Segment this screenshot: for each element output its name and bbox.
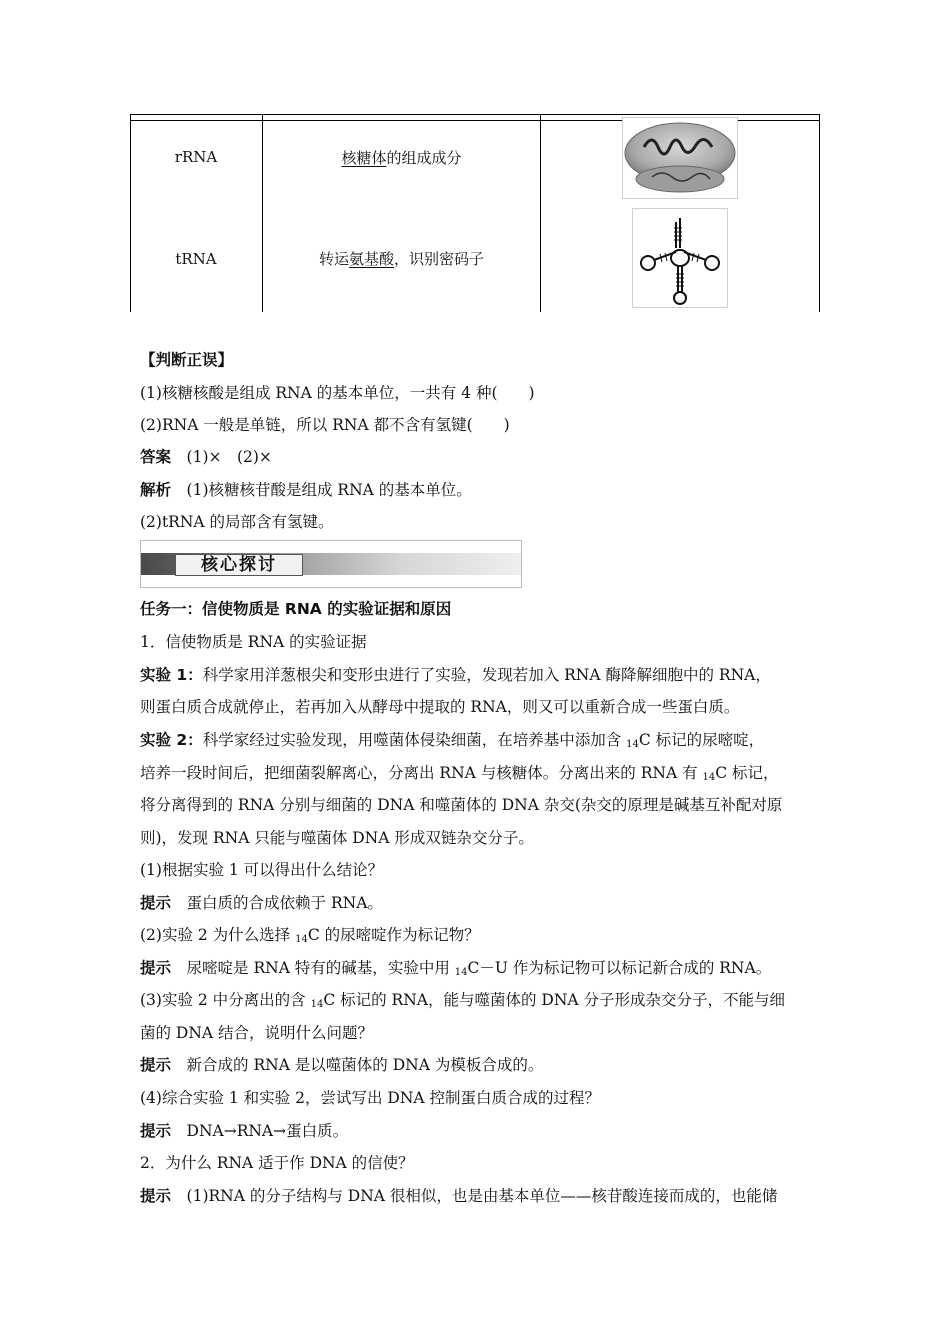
experiment-2-label: 实验 2： xyxy=(140,731,203,749)
question-3-line-2: 菌的 DNA 结合，说明什么问题？ xyxy=(140,1024,374,1042)
banner-label: 核心探讨 xyxy=(175,554,303,576)
experiment-2-line-3: 将分离得到的 RNA 分别与细菌的 DNA 和噬菌体的 DNA 杂交(杂交的原理是碱基互补配对原 xyxy=(140,796,783,814)
table-col-divider xyxy=(262,114,263,312)
table-col-divider xyxy=(819,114,820,312)
table-cell-type: tRNA xyxy=(175,250,217,268)
section-1-title: 1．信使物质是 RNA 的实验证据 xyxy=(140,633,367,651)
task-title: 任务一：信使物质是 RNA 的实验证据和原因 xyxy=(140,600,452,618)
question-4: (4)综合实验 1 和实验 2，尝试写出 DNA 控制蛋白质合成的过程？ xyxy=(140,1089,600,1107)
judge-question-2: (2)RNA 一般是单链，所以 RNA 都不含有氢键( ) xyxy=(140,416,510,434)
question-2: (2)实验 2 为什么选择 $_{14}$C 的尿嘧啶作为标记物？ xyxy=(140,926,480,945)
question-3-line-1: (3)实验 2 中分离出的含 $_{14}$C 标记的 RNA，能与噬菌体的 DNA 分子形成杂交分子，不能与细 xyxy=(140,991,786,1010)
hint-label: 提示 xyxy=(140,1187,172,1205)
judge-analysis: 解析 (1)核糖核苷酸是组成 RNA 的基本单位。 xyxy=(140,481,472,499)
hint-3: 提示 新合成的 RNA 是以噬菌体的 DNA 为模板合成的。 xyxy=(140,1056,544,1074)
hint-label: 提示 xyxy=(140,1122,172,1140)
question-1: (1)根据实验 1 可以得出什么结论？ xyxy=(140,861,384,879)
hint-4: 提示 DNA→RNA→蛋白质。 xyxy=(140,1122,349,1140)
experiment-1-line-1: 实验 1：科学家用洋葱根尖和变形虫进行了实验，发现若加入 RNA 酶降解细胞中的 RNA， xyxy=(140,666,771,684)
table-cell-type: rRNA xyxy=(174,148,218,166)
hint-label: 提示 xyxy=(140,959,172,977)
hint-label: 提示 xyxy=(140,1056,172,1074)
hint-1: 提示 蛋白质的合成依赖于 RNA。 xyxy=(140,894,383,912)
trna-cloverleaf-icon xyxy=(632,208,728,308)
table-col-divider xyxy=(130,114,131,312)
table-col-divider xyxy=(540,114,541,312)
rna-types-table xyxy=(130,114,820,312)
section-banner xyxy=(140,540,522,588)
judge-question-1: (1)核糖核酸是组成 RNA 的基本单位，一共有 4 种( ) xyxy=(140,384,535,402)
table-top-border xyxy=(130,114,820,115)
answer-label: 答案 xyxy=(140,448,172,466)
judge-answer: 答案 (1)× (2)× xyxy=(140,448,272,466)
hint-5: 提示 (1)RNA 的分子结构与 DNA 很相似，也是由基本单位——核苷酸连接而成的，也能储 xyxy=(140,1187,778,1205)
hint-2: 提示 尿嘧啶是 RNA 特有的碱基，实验中用 $_{14}$C－U 作为标记物可以标记新合成的 RNA。 xyxy=(140,959,772,978)
table-cell-function: 转运氨基酸，识别密码子 xyxy=(318,250,485,268)
experiment-2-line-1: 实验 2：科学家经过实验发现，用噬菌体侵染细菌，在培养基中添加含 $_{14}$C 标记的尿嘧啶， xyxy=(140,731,765,750)
experiment-1-label: 实验 1： xyxy=(140,666,203,684)
experiment-1-line-2: 则蛋白质合成就停止，若再加入从酵母中提取的 RNA，则又可以重新合成一些蛋白质。 xyxy=(140,698,740,716)
hint-label: 提示 xyxy=(140,894,172,912)
table-cell-function: 核糖体的组成成分 xyxy=(341,149,462,167)
analysis-label: 解析 xyxy=(140,481,172,499)
section-2-title: 2．为什么 RNA 适于作 DNA 的信使？ xyxy=(140,1154,414,1172)
judge-analysis-2: (2)tRNA 的局部含有氢键。 xyxy=(140,513,334,531)
ribosome-icon xyxy=(622,117,738,199)
experiment-2-line-2: 培养一段时间后，把细菌裂解离心，分离出 RNA 与核糖体。分离出来的 RNA 有 $_{14}$C 标记， xyxy=(140,764,779,783)
judge-heading: 【判断正误】 xyxy=(140,351,234,369)
experiment-2-line-4: 则)，发现 RNA 只能与噬菌体 DNA 形成双链杂交分子。 xyxy=(140,829,534,847)
